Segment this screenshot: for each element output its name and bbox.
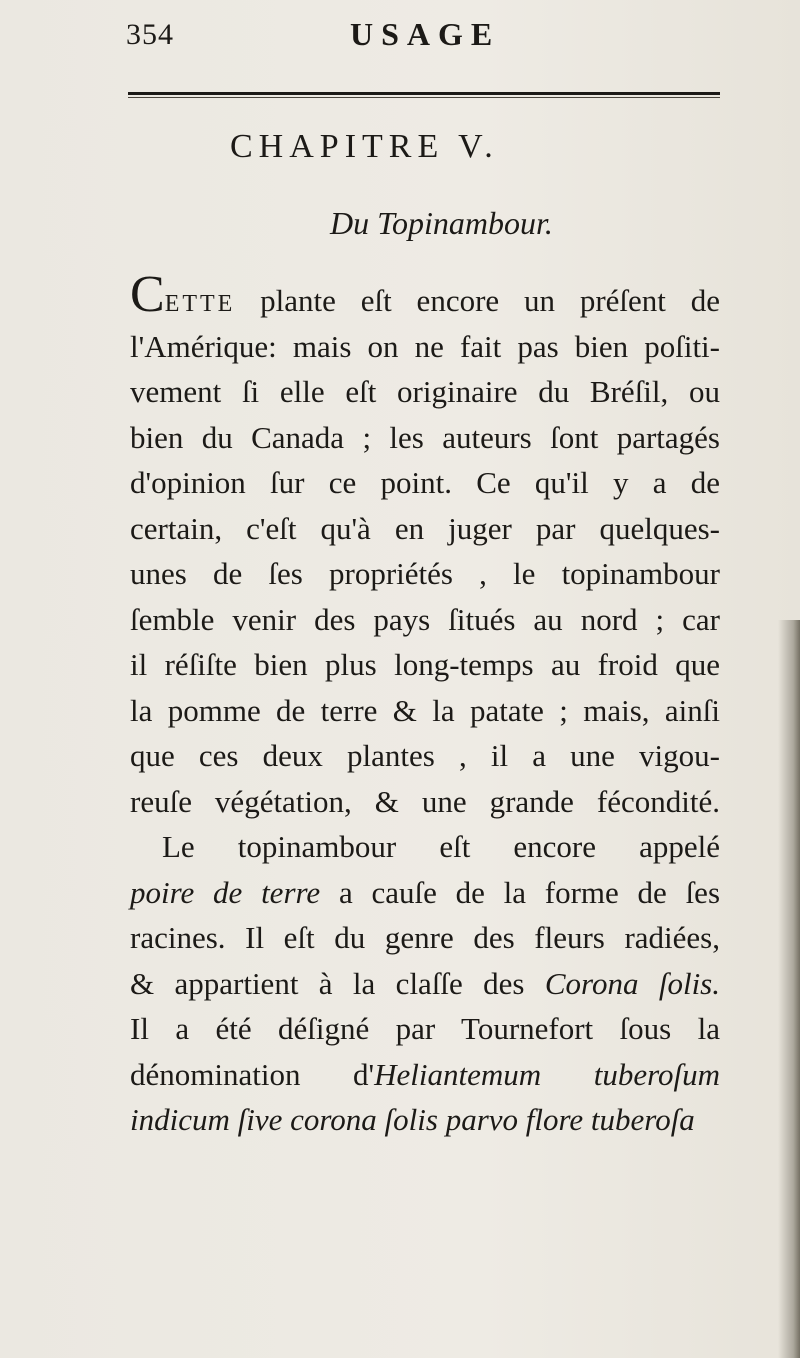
text-line: que ces deux plantes , il a une vigou- — [130, 738, 720, 773]
text-line-content: dénomination d' — [130, 1056, 375, 1092]
text-line-content: & appartient à la claſſe des — [130, 965, 545, 1001]
text-line-content: a cauſe de la forme de ſes — [320, 874, 721, 910]
text-line: Le topinambour eſt encore appelé — [162, 829, 720, 864]
header-rule — [128, 92, 720, 95]
text-line: indicum ſive corona ſolis parvo flore tuberoſa — [130, 1102, 695, 1137]
text-line: d'opinion ſur ce point. Ce qu'il y a de — [130, 465, 720, 500]
body-text — [130, 266, 721, 1143]
chapter-title: CHAPITRE V. — [230, 128, 499, 165]
text-line — [130, 961, 720, 1007]
page-number: 354 — [126, 18, 174, 51]
text-line: racines. Il eſt du genre des fleurs radiées, — [130, 920, 720, 955]
text-line — [130, 1052, 720, 1098]
chapter-subtitle: Du Topinambour. — [330, 205, 553, 241]
text-line: certain, c'eſt qu'à en juger par quelques- — [130, 510, 720, 546]
text-line-content: plante eſt encore un préſent de — [235, 283, 720, 318]
text-line: unes de ſes propriétés , le topinambour — [130, 556, 720, 591]
drop-cap: C — [130, 266, 165, 323]
italic-term: Corona ſolis. — [544, 965, 720, 1001]
text-line: reuſe végétation, & une grande fécondité. — [130, 783, 720, 819]
running-head: USAGE — [350, 16, 501, 52]
text-line: ſemble venir des pays ſitués au nord ; car — [130, 601, 720, 637]
text-line — [130, 870, 720, 916]
text-line: vement ſi elle eſt originaire du Bréſil, ou — [130, 374, 720, 409]
italic-term: Heliantemum tuberoſum — [374, 1056, 720, 1092]
text-line: bien du Canada ; les auteurs ſont partagés — [130, 419, 720, 455]
opening-small-caps: ETTE — [164, 291, 236, 317]
text-line: l'Amérique: mais on ne fait pas bien poſiti- — [130, 328, 720, 364]
page-edge-shadow — [778, 620, 800, 1358]
italic-term: poire de terre — [130, 874, 321, 910]
text-line — [130, 266, 720, 324]
text-line: Il a été déſigné par Tournefort ſous la — [130, 1011, 720, 1046]
header-rule-thin — [128, 97, 720, 98]
text-line: il réſiſte bien plus long-temps au froid que — [130, 647, 720, 682]
text-line: la pomme de terre & la patate ; mais, ainſi — [130, 692, 720, 728]
